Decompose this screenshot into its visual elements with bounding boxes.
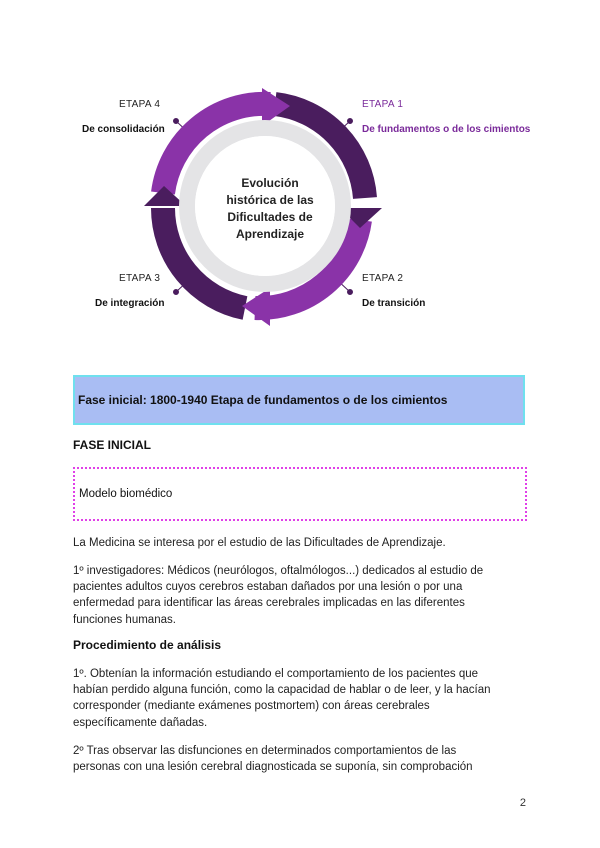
stage-1-label: ETAPA 1	[362, 99, 404, 110]
text-line: específicamente dañadas.	[73, 716, 208, 729]
stage-4-label: ETAPA 4	[119, 99, 161, 110]
center-title-line: Evolución	[241, 176, 299, 190]
page-number: 2	[519, 797, 526, 809]
diagram-center-title	[205, 175, 335, 243]
text-line: personas con una lesión cerebral diagnosticada se suponía, sin comprobación	[73, 761, 473, 774]
subheading-procedure: Procedimiento de análisis	[73, 638, 222, 652]
text-line: habían perdido alguna función, como la capacidad de hablar o de leer, y la hacían	[73, 684, 491, 697]
stage-3-name: De integración	[95, 298, 165, 309]
center-title-line: histórica de las	[226, 193, 314, 207]
stage-2-name: De transición	[362, 298, 426, 309]
text-line: funciones humanas.	[73, 613, 176, 626]
stage-3-label: ETAPA 3	[119, 273, 161, 284]
phase-title: Fase inicial: 1800-1940 Etapa de fundamentos o de los cimientos	[78, 393, 448, 407]
paragraph-4	[73, 743, 528, 775]
text-line: 2º Tras observar las disfunciones en determinados comportamientos de las	[73, 745, 457, 757]
model-box	[73, 467, 527, 521]
model-label: Modelo biomédico	[79, 488, 173, 500]
stage-2-label: ETAPA 2	[362, 273, 404, 284]
text-line: 1º investigadores: Médicos (neurólogos, oftalmólogos...) dedicados al estudio de	[73, 565, 484, 577]
text-line: enfermedad para identificar las áreas cerebrales implicadas en las diferentes	[73, 597, 465, 610]
section-heading: FASE INICIAL	[73, 438, 152, 452]
center-title-line: Dificultades de	[227, 210, 313, 224]
center-title-line: Aprendizaje	[235, 227, 304, 241]
paragraph-3	[73, 666, 528, 731]
text-line: 1º. Obtenían la información estudiando el comportamiento de los pacientes que	[73, 668, 479, 680]
text-line: pacientes adultos cuyos cerebros estaban dañados por una lesión o por una	[73, 581, 463, 594]
paragraph-2	[73, 563, 528, 628]
stage-4-name: De consolidación	[82, 124, 165, 135]
arrow-head-bottom	[242, 288, 270, 326]
text-line: corresponder (mediante exámenes postmortem) con áreas cerebrales	[73, 700, 430, 713]
phase-title-box	[73, 375, 525, 425]
paragraph-1: La Medicina se interesa por el estudio de las Dificultades de Aprendizaje.	[73, 537, 446, 549]
stage-1-name: De fundamentos o de los cimientos	[362, 124, 531, 135]
